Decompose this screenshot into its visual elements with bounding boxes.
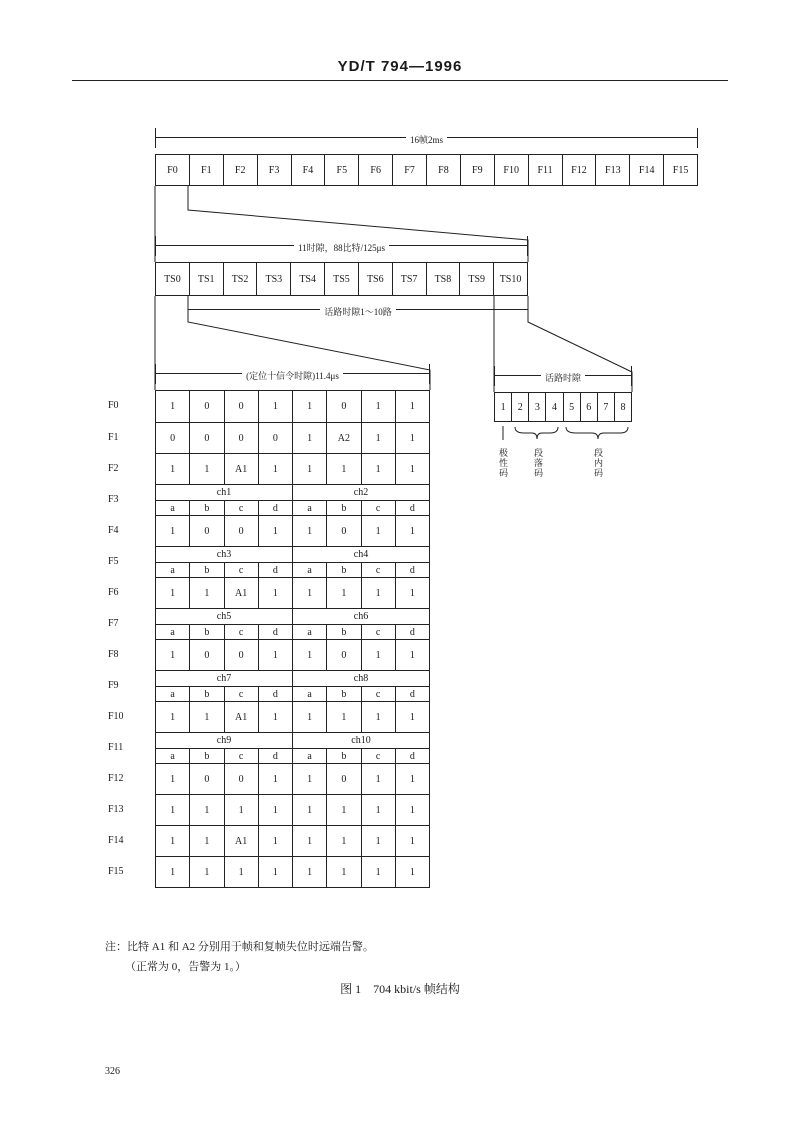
bit-cell: a bbox=[170, 502, 175, 514]
bit-cell: 1 bbox=[292, 764, 326, 794]
bit-cell: a bbox=[170, 564, 175, 576]
bit-cell: A1 bbox=[224, 454, 258, 484]
grid-row-f6 bbox=[156, 577, 429, 608]
bit-cell: 1 bbox=[292, 423, 326, 453]
bit-cell: 1 bbox=[292, 578, 326, 608]
bit-cell: c bbox=[361, 749, 395, 763]
bit-cell: 1 bbox=[292, 857, 326, 887]
row-label: F0 bbox=[108, 400, 119, 411]
bit-cell: 1 bbox=[326, 578, 360, 608]
frame-cell: F2 bbox=[223, 155, 257, 185]
speech-bit-cell: 4 bbox=[545, 393, 562, 421]
bit-cell: 1 bbox=[170, 587, 176, 599]
bit-cell: 1 bbox=[395, 391, 429, 422]
frame-cell: F13 bbox=[595, 155, 629, 185]
bit-cell: 1 bbox=[395, 795, 429, 825]
segment-code-label: 段落码 bbox=[533, 448, 543, 478]
bit-cell: 1 bbox=[170, 866, 176, 878]
bit-cell: 0 bbox=[189, 391, 223, 422]
bit-cell: 1 bbox=[170, 463, 176, 475]
frame-cell: F1 bbox=[189, 155, 223, 185]
bit-cell: c bbox=[361, 625, 395, 639]
channel-label: ch10 bbox=[292, 733, 429, 748]
grid-row-f5-bits bbox=[156, 562, 429, 577]
grid-span bbox=[155, 364, 430, 384]
bit-cell: 1 bbox=[258, 857, 292, 887]
bit-cell: d bbox=[258, 625, 292, 639]
bit-cell: 0 bbox=[224, 423, 258, 453]
grid-row-f8 bbox=[156, 639, 429, 670]
bit-cell: c bbox=[224, 563, 258, 577]
speech-slot-braces bbox=[494, 424, 634, 444]
bit-cell: 1 bbox=[170, 711, 176, 723]
bit-cell: d bbox=[258, 687, 292, 701]
bit-cell: 0 bbox=[326, 391, 360, 422]
speech-slot-span bbox=[494, 366, 632, 386]
frame-cell: F0 bbox=[167, 164, 178, 176]
timeslot-cell: TS1 bbox=[189, 263, 223, 295]
bit-cell: 1 bbox=[395, 423, 429, 453]
row-label: F13 bbox=[108, 804, 124, 815]
grid-row-f9-bits bbox=[156, 686, 429, 701]
timeslot-span bbox=[155, 236, 528, 256]
frame-cell: F3 bbox=[257, 155, 291, 185]
bit-cell: b bbox=[326, 749, 360, 763]
bit-cell: 1 bbox=[292, 826, 326, 856]
grid-row-f1 bbox=[156, 422, 429, 453]
bit-cell: 1 bbox=[395, 454, 429, 484]
bit-cell: d bbox=[395, 687, 429, 701]
bit-cell: 1 bbox=[258, 578, 292, 608]
timeslot-cell: TS4 bbox=[290, 263, 324, 295]
speech-bit-cell: 2 bbox=[511, 393, 528, 421]
bit-cell: A2 bbox=[326, 423, 360, 453]
frame-cell: F9 bbox=[460, 155, 494, 185]
bit-cell: 0 bbox=[224, 516, 258, 546]
bit-cell: 1 bbox=[292, 454, 326, 484]
channel-label: ch3 bbox=[216, 549, 232, 560]
bit-cell: 0 bbox=[189, 423, 223, 453]
bit-cell: 1 bbox=[395, 516, 429, 546]
speech-bit-cell: 7 bbox=[597, 393, 614, 421]
timeslot-span-label: 11时隙，88比特/125μs bbox=[294, 243, 389, 253]
bit-cell: 1 bbox=[258, 702, 292, 732]
row-label: F4 bbox=[108, 525, 119, 536]
bit-cell: 1 bbox=[326, 454, 360, 484]
row-label: F2 bbox=[108, 463, 119, 474]
figure-caption: 图 1 704 kbit/s 帧结构 bbox=[340, 982, 460, 996]
timeslot-cell: TS5 bbox=[324, 263, 358, 295]
frame-cell: F11 bbox=[528, 155, 562, 185]
speech-bit-cell: 1 bbox=[500, 401, 506, 413]
bit-cell: 1 bbox=[189, 826, 223, 856]
bit-cell: 1 bbox=[326, 857, 360, 887]
timeslot-cell: TS6 bbox=[358, 263, 392, 295]
polarity-code-label: 极性码 bbox=[498, 448, 508, 478]
row-label: F12 bbox=[108, 773, 124, 784]
bit-cell: d bbox=[258, 749, 292, 763]
bit-cell: a bbox=[292, 501, 326, 515]
bit-cell: a bbox=[292, 563, 326, 577]
timeslot-cell: TS9 bbox=[459, 263, 493, 295]
bit-cell: b bbox=[189, 687, 223, 701]
bit-cell: b bbox=[326, 687, 360, 701]
bit-cell: 0 bbox=[189, 640, 223, 670]
bit-cell: 0 bbox=[224, 391, 258, 422]
row-label: F1 bbox=[108, 432, 119, 443]
bit-cell: 1 bbox=[292, 516, 326, 546]
frame-cell: F7 bbox=[392, 155, 426, 185]
bit-cell: 1 bbox=[361, 640, 395, 670]
bit-cell: 1 bbox=[224, 857, 258, 887]
bit-cell: 1 bbox=[258, 640, 292, 670]
bit-cell: 1 bbox=[258, 764, 292, 794]
grid-row-f15 bbox=[156, 856, 429, 887]
bit-cell: 1 bbox=[361, 454, 395, 484]
bit-cell: 1 bbox=[170, 773, 176, 785]
speech-bit-cell: 8 bbox=[614, 393, 631, 421]
bit-cell: A1 bbox=[224, 702, 258, 732]
bit-cell: d bbox=[395, 563, 429, 577]
frame-cell: F5 bbox=[324, 155, 358, 185]
channel-label: ch6 bbox=[292, 609, 429, 624]
note-line-1: 注：比特 A1 和 A2 分别用于帧和复帧失位时远端告警。 bbox=[105, 941, 374, 953]
bit-cell: a bbox=[170, 750, 175, 762]
bit-cell: 0 bbox=[170, 432, 176, 444]
grid-row-f11-channels bbox=[156, 732, 429, 748]
bit-cell: 1 bbox=[361, 516, 395, 546]
bit-cell: 1 bbox=[395, 702, 429, 732]
channel-label: ch1 bbox=[216, 487, 232, 498]
bit-cell: d bbox=[395, 625, 429, 639]
bit-cell: c bbox=[224, 625, 258, 639]
bit-cell: 1 bbox=[361, 391, 395, 422]
frame-cell: F14 bbox=[629, 155, 663, 185]
bit-cell: d bbox=[395, 501, 429, 515]
bit-cell: 1 bbox=[395, 826, 429, 856]
bit-cell: 0 bbox=[189, 516, 223, 546]
channel-label: ch7 bbox=[216, 673, 232, 684]
grid-row-f5-channels bbox=[156, 546, 429, 562]
grid-row-f12 bbox=[156, 763, 429, 794]
bit-cell: 1 bbox=[361, 423, 395, 453]
bit-cell: 1 bbox=[189, 454, 223, 484]
channel-label: ch8 bbox=[292, 671, 429, 686]
bit-cell: 0 bbox=[326, 640, 360, 670]
grid-row-f10 bbox=[156, 701, 429, 732]
bit-cell: c bbox=[361, 687, 395, 701]
bit-cell: b bbox=[189, 563, 223, 577]
speech-slot-label: 话路时隙 bbox=[541, 373, 585, 383]
bit-cell: 1 bbox=[189, 578, 223, 608]
frame-cell: F8 bbox=[426, 155, 460, 185]
bit-cell: 1 bbox=[189, 795, 223, 825]
timeslot-cell: TS3 bbox=[256, 263, 290, 295]
bit-cell: 1 bbox=[292, 702, 326, 732]
frames-span-label: 16帧2ms bbox=[406, 135, 447, 145]
grid-span-label: (定位十信令时隙)11.4μs bbox=[242, 371, 343, 381]
bit-cell: c bbox=[224, 687, 258, 701]
speech-bit-cell: 6 bbox=[580, 393, 597, 421]
bit-cell: b bbox=[189, 625, 223, 639]
bit-cell: a bbox=[292, 625, 326, 639]
grid-row-f3-channels bbox=[156, 484, 429, 500]
bit-cell: 1 bbox=[292, 640, 326, 670]
timeslot-cell: TS10 bbox=[493, 263, 527, 295]
speech-channels-span bbox=[188, 300, 528, 320]
bit-cell: 1 bbox=[326, 826, 360, 856]
bit-cell: 1 bbox=[395, 764, 429, 794]
timeslot-row bbox=[155, 262, 528, 296]
bit-cell: 1 bbox=[361, 578, 395, 608]
grid-row-f11-bits bbox=[156, 748, 429, 763]
bit-cell: 1 bbox=[258, 826, 292, 856]
bit-cell: A1 bbox=[224, 578, 258, 608]
bit-cell: 0 bbox=[326, 516, 360, 546]
speech-bit-cell: 3 bbox=[528, 393, 545, 421]
bit-cell: 1 bbox=[170, 649, 176, 661]
frame-cell: F4 bbox=[291, 155, 325, 185]
grid-row-f13 bbox=[156, 794, 429, 825]
channel-label: ch2 bbox=[292, 485, 429, 500]
bit-cell: 0 bbox=[326, 764, 360, 794]
bit-cell: a bbox=[170, 688, 175, 700]
bit-cell: 0 bbox=[258, 423, 292, 453]
bit-cell: 1 bbox=[292, 391, 326, 422]
row-label: F14 bbox=[108, 835, 124, 846]
bit-cell: 1 bbox=[361, 702, 395, 732]
timeslot-cell: TS7 bbox=[392, 263, 426, 295]
row-label: F15 bbox=[108, 866, 124, 877]
grid-row-f7-bits bbox=[156, 624, 429, 639]
bit-cell: d bbox=[258, 501, 292, 515]
frame-cell: F10 bbox=[494, 155, 528, 185]
bit-cell: b bbox=[326, 501, 360, 515]
bit-cell: 1 bbox=[189, 702, 223, 732]
channel-label: ch4 bbox=[292, 547, 429, 562]
bit-cell: 1 bbox=[292, 795, 326, 825]
speech-bit-cell: 5 bbox=[563, 393, 580, 421]
bit-cell: 1 bbox=[361, 826, 395, 856]
bit-cell: 1 bbox=[258, 454, 292, 484]
bit-grid bbox=[155, 390, 430, 888]
note-line-2: （正常为 0，告警为 1。） bbox=[125, 961, 246, 973]
bit-cell: A1 bbox=[224, 826, 258, 856]
row-label: F9 bbox=[108, 680, 119, 691]
row-label: F5 bbox=[108, 556, 119, 567]
bit-cell: 1 bbox=[395, 640, 429, 670]
bit-cell: 1 bbox=[395, 857, 429, 887]
bit-cell: 1 bbox=[170, 835, 176, 847]
document-header: YD/T 794—1996 bbox=[337, 58, 463, 75]
row-label: F3 bbox=[108, 494, 119, 505]
grid-row-f2 bbox=[156, 453, 429, 484]
bit-cell: 1 bbox=[189, 857, 223, 887]
page-number: 326 bbox=[105, 1066, 120, 1077]
bit-cell: b bbox=[326, 563, 360, 577]
bit-cell: 1 bbox=[170, 804, 176, 816]
bit-cell: 0 bbox=[224, 764, 258, 794]
bit-cell: 0 bbox=[224, 640, 258, 670]
bit-cell: c bbox=[224, 749, 258, 763]
speech-channels-label: 话路时隙1～10路 bbox=[320, 307, 396, 317]
bit-cell: 1 bbox=[326, 702, 360, 732]
timeslot-cell: TS2 bbox=[223, 263, 257, 295]
speech-slot-row bbox=[494, 392, 632, 422]
grid-row-f9-channels bbox=[156, 670, 429, 686]
bit-cell: d bbox=[395, 749, 429, 763]
bit-cell: 1 bbox=[395, 578, 429, 608]
bit-cell: c bbox=[361, 501, 395, 515]
bit-cell: 1 bbox=[326, 795, 360, 825]
bit-cell: 1 bbox=[361, 795, 395, 825]
timeslot-cell: TS0 bbox=[164, 273, 181, 285]
frame-cell: F12 bbox=[562, 155, 596, 185]
bit-cell: 1 bbox=[224, 795, 258, 825]
row-label: F6 bbox=[108, 587, 119, 598]
bit-cell: 0 bbox=[189, 764, 223, 794]
bit-cell: 1 bbox=[361, 764, 395, 794]
grid-row-f4 bbox=[156, 515, 429, 546]
row-label: F10 bbox=[108, 711, 124, 722]
bit-cell: d bbox=[258, 563, 292, 577]
bit-cell: 1 bbox=[361, 857, 395, 887]
grid-row-f7-channels bbox=[156, 608, 429, 624]
grid-row-f14 bbox=[156, 825, 429, 856]
bit-cell: 1 bbox=[170, 525, 176, 537]
channel-label: ch5 bbox=[216, 611, 232, 622]
frame-cell: F15 bbox=[663, 155, 697, 185]
bit-cell: a bbox=[170, 626, 175, 638]
row-label: F7 bbox=[108, 618, 119, 629]
bit-cell: 1 bbox=[258, 391, 292, 422]
bit-cell: 1 bbox=[258, 795, 292, 825]
bit-cell: b bbox=[189, 749, 223, 763]
timeslot-cell: TS8 bbox=[426, 263, 460, 295]
bit-cell: a bbox=[292, 749, 326, 763]
frame-cell: F6 bbox=[358, 155, 392, 185]
bit-cell: c bbox=[224, 501, 258, 515]
row-label: F11 bbox=[108, 742, 124, 753]
bit-cell: b bbox=[326, 625, 360, 639]
channel-label: ch9 bbox=[216, 735, 232, 746]
bit-cell: 1 bbox=[258, 516, 292, 546]
grid-row-f3-bits bbox=[156, 500, 429, 515]
inner-segment-code-label: 段内码 bbox=[593, 448, 603, 478]
row-label: F8 bbox=[108, 649, 119, 660]
bit-cell: 1 bbox=[170, 401, 176, 412]
bit-cell: b bbox=[189, 501, 223, 515]
bit-cell: a bbox=[292, 687, 326, 701]
bit-cell: c bbox=[361, 563, 395, 577]
grid-row-f0 bbox=[156, 391, 429, 422]
